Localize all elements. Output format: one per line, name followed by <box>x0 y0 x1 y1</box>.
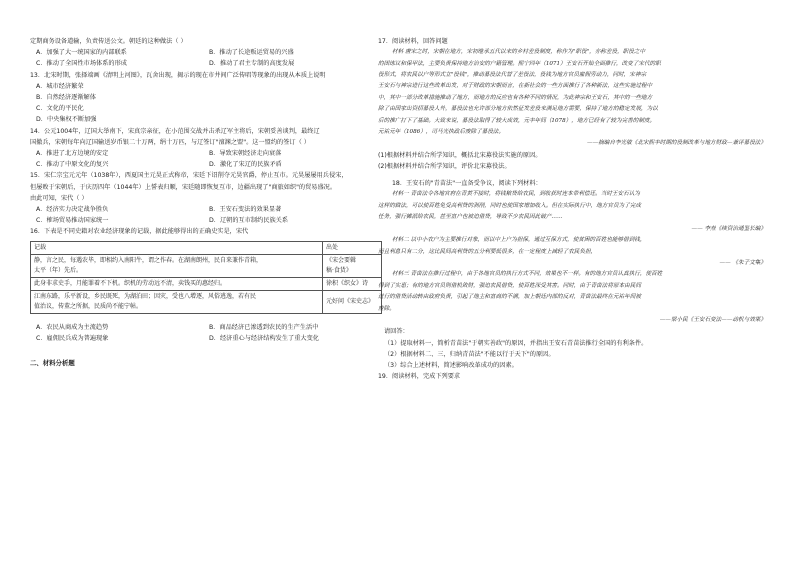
table-cell-record <box>31 290 323 313</box>
q18-question-3: （3）综合上述材料，简述影响改革成功的因素。 <box>384 361 518 369</box>
table-cell-source <box>323 277 382 290</box>
q17-material-line: 役形式，将农民以户等形式立"役钱"，推动募役法代替了差役法，役钱为地方官员雇佣劳动力，同时，宋神宗 <box>378 72 647 79</box>
table-row <box>31 254 382 277</box>
q18-material3-line: 材料三 青苗法在推行过程中，由于各地官员的执行方式不同，效果也不一样。有的地方官员认真执行，使百姓 <box>392 271 663 278</box>
q12-option-c[interactable]: C．推动了全国性市场体系的形成 <box>36 60 127 68</box>
q16-options-row1 <box>30 322 382 333</box>
q17-material-line: 元祐元年（1086），司马光执政后废除了募役法。 <box>378 129 505 136</box>
table-cell-line: 稿·食货》 <box>326 266 352 274</box>
q17-question-2: (2)根据材料并结合所学知识，评价北宋募役法。 <box>378 163 511 171</box>
section-title: 二、材料分析题 <box>30 359 75 368</box>
q18-stem: 18．王安石的"青苗法"一直备受争议，阅读下列材料： <box>392 180 542 188</box>
q18-question-2: （2）根据材料二、三，归纳青苗法"不能以行于天下"的原因。 <box>384 350 555 358</box>
table-cell-line: 徐积《织女》诗 <box>326 279 369 287</box>
right-column <box>378 36 766 382</box>
q18-material2-source: —— 《朱子文集》 <box>719 259 766 266</box>
table-header-row <box>31 241 382 254</box>
q17-material-line: 除了由国家出资招募役人外，募役法也允许部分地方依然征发差役来满足地方需要，保持了地方的稳定发展，为以 <box>378 106 658 113</box>
q17-stem: 17．阅读材料，回答问题 <box>378 38 448 45</box>
table-cell-line: 值治议，传董之所据，民质尚不能宁帖。 <box>34 302 143 310</box>
q15-option-a[interactable]: A．经济实力决定战争胜负 <box>36 206 109 214</box>
table-row <box>31 290 382 313</box>
q15-option-d[interactable]: D．辽朝的互市制约民族关系 <box>209 217 289 225</box>
table-cell-source <box>323 290 382 313</box>
q17-material-line: 的团练议和保甲法，主要负责保持地方治安的户籍管理。熙宁四年（1071）王安石开始全面推行，改变了宋代的职 <box>378 60 661 67</box>
q18-material3-source: ——梁小民《王安石变法——动机与效果》 <box>659 316 766 323</box>
q18-material1-source: —— 李焘《续资治通鉴长编》 <box>691 225 766 232</box>
q17-question-1: (1)根据材料并结合所学知识，概括北宋募役法实施的原因。 <box>378 151 542 159</box>
q14-option-a[interactable]: A．推进了北方边境的安定 <box>36 150 109 158</box>
q18-material2-line: 材料二 以中小农户为主要推行对象，而以中上户为担保，通过互保方式，使贫困的百姓也能够借到钱， <box>392 237 646 244</box>
q14-option-d[interactable]: D．激化了宋辽的民族矛盾 <box>209 161 282 169</box>
table-cell-line: 《宋会要辑 <box>326 256 357 264</box>
q12-option-d[interactable]: D．推动了君主专制的高度发展 <box>209 60 295 68</box>
table-cell-source <box>323 254 382 277</box>
q14-stem-line1: 14．公元1004年，辽国大举南下，宋真宗亲征，在小范围交战并击杀辽军主将后，宋朝妥善谈判，最终辽 <box>30 127 320 135</box>
q18-material3-line: 得到了实惠；有的地方官员则借机敛财，强迫农民借贷，使百姓深受其害。同时，由于青苗法将原本由民间 <box>378 282 641 289</box>
q16-table <box>30 241 382 314</box>
q16-option-a[interactable]: A．农民从商成为主流趋势 <box>36 323 109 331</box>
q18-material3-line: 废除。 <box>378 305 395 312</box>
q13-option-a[interactable]: A．城市经济繁荣 <box>36 82 84 90</box>
q18-question-1: （1）提取材料一，简析青苗法"于朝实善政"的原因，并指出王安石青苗法推行全国的有利条件。 <box>384 339 648 347</box>
q12-stem-tail: 定期商务设备道输，负责传送公文。朝廷的这种做法（ ） <box>30 38 187 45</box>
table-cell-line: 此身非求史手，月能罪着不下机。织机的劳动远不清，卖钱买的惠经归。 <box>34 279 227 287</box>
q12-options-row1 <box>30 47 382 58</box>
q14-stem-line2: 国撤兵，宋朝每年向辽国输送岁币银二十万两，绢十万匹，与辽签订"澶渊之盟"。这一盟约的签订（ ） <box>30 138 310 146</box>
q14-options-row1 <box>30 148 382 159</box>
q12-option-b[interactable]: B．推动了长途贩运贸易的兴盛 <box>209 49 294 57</box>
q16-option-b[interactable]: B．商品经济已渗透到农民的生产生活中 <box>209 323 319 331</box>
q18-ask: 请回答： <box>384 328 409 336</box>
table-row <box>31 277 382 290</box>
q12-options-row2 <box>30 58 382 69</box>
table-cell-line: 元好问《宋史志》 <box>326 297 375 305</box>
q13-stem: 13．北宋时期，张择端画《清明上河图》，瓦舍出现，揭示的现在市井间广泛传唱等现象的出现从本质上说明 <box>30 71 326 79</box>
q15-stem-line2: 但屡败于宋朝后，于庆历四年（1044年）上誓表归顺，宋廷随即恢复互市，边疆出现了"商旅如织"的贸易盛况。 <box>30 183 337 191</box>
q13-option-b[interactable]: B．自然经济逐渐解体 <box>36 94 96 102</box>
q16-options-row2 <box>30 333 382 344</box>
q12-option-a[interactable]: A．加强了大一统国家的内部联系 <box>36 49 127 57</box>
q18-material1-line: 材料一 青苗法令各地官府在青黄不接时，将钱粮贷给农民，到收获时连本带利偿还。当时王安石认为 <box>392 191 640 198</box>
table-cell-line: 江南东路，乐平新设，乡民既死，为湖泊田；因灾，受也八增逐，风俗逃逸，若有民 <box>34 292 257 300</box>
q15-option-b[interactable]: B．王安石变法的效果显著 <box>209 206 282 214</box>
q15-option-c[interactable]: C．榷场贸易推动国家统一 <box>36 217 109 225</box>
q16-stem: 16．下表是不同史籍对农业经济现象的记载，据此能够得出的正确史实是，宋代 <box>30 228 249 236</box>
table-header-source: 出处 <box>323 241 382 254</box>
q15-stem-line3: 由此可知，宋代（ ） <box>30 194 88 202</box>
q17-material-line: 中，其中一部分改革措施推动了地方，而地方的反应也有各种不同的情况，为此神宗和王安石，其中的一些地方 <box>378 94 653 101</box>
q16-option-c[interactable]: C．雇佣民兵成为普遍现象 <box>36 334 109 342</box>
table-cell-line: 静，言之民，每遇农毕，即相约入南阳牛，谓之作春。在湖南朗州，民自来兼作青箱， <box>34 256 263 264</box>
left-column <box>30 36 382 367</box>
q18-material1-line: 任务，强行摊派给农民，甚至富户也被迫借贷，导致不少农民因此破产…… <box>378 214 563 221</box>
q16-option-d[interactable]: D．经济重心与经济结构发生了重大变化 <box>209 334 319 342</box>
q18-material1-line: 这样的做法，可以使百姓免受高利贷的剥削，同时也使国家增加收入。但在实际执行中，地方官员为了完成 <box>378 202 641 209</box>
table-cell-record <box>31 277 323 290</box>
q14-option-b[interactable]: B．导致宋朝经济走向衰落 <box>209 150 282 158</box>
q17-material-line: 材料 唐宋之时，宋朝在地方，宋初继承五代以来的乡村差役制度，称作为"职役"，亦称差役，职役之中 <box>392 49 646 56</box>
q18-material2-line: 而且利息只有二分，这比民间高利贷的五分利要低很多，在一定程度上减轻了农民负担， <box>378 248 597 255</box>
q17-material-line: 后的推广打下了基础。大致来说，募役法取得了较大成效，元丰年间（1078），地方已经有了较为完善的制度。 <box>378 117 656 124</box>
q14-option-c[interactable]: C．推动了中原文化的复兴 <box>36 161 109 169</box>
q15-stem-line1: 15．宋仁宗宝元元年（1038年），西夏国主元昊正式称帝，宋廷下诏削夺元昊官爵，停止互市。元昊屡屡用兵侵宋， <box>30 172 348 180</box>
q13-option-d[interactable]: D．中央集权不断加强 <box>36 116 97 124</box>
table-cell-record <box>31 254 323 277</box>
table-cell-line: 太平（年）先后。 <box>34 266 83 274</box>
q19-stem: 19．阅读材料，完成下列要求 <box>378 373 461 381</box>
q13-option-c[interactable]: C．文化的平民化 <box>36 105 84 113</box>
q18-material3-line: 进行的借贷活动转由政府负责，引起了地主和富商的不满，加上朝廷内部的反对，青苗法最终在元祐年间被 <box>378 294 641 301</box>
q17-source: ——摘编自李光敏《北宋熙丰时期的役制改革与地方财政—兼评募役法》 <box>586 140 766 147</box>
q14-options-row2 <box>30 159 382 170</box>
table-header-record: 记载 <box>31 241 323 254</box>
q15-options-row1 <box>30 204 382 215</box>
q17-material-line: 王安石与神宗进行这些改革出发，对于财政的宋朝而言，在新社会的一些方面推行了各种新法，这些实施过程中 <box>378 83 653 90</box>
q15-options-row2 <box>30 215 382 226</box>
